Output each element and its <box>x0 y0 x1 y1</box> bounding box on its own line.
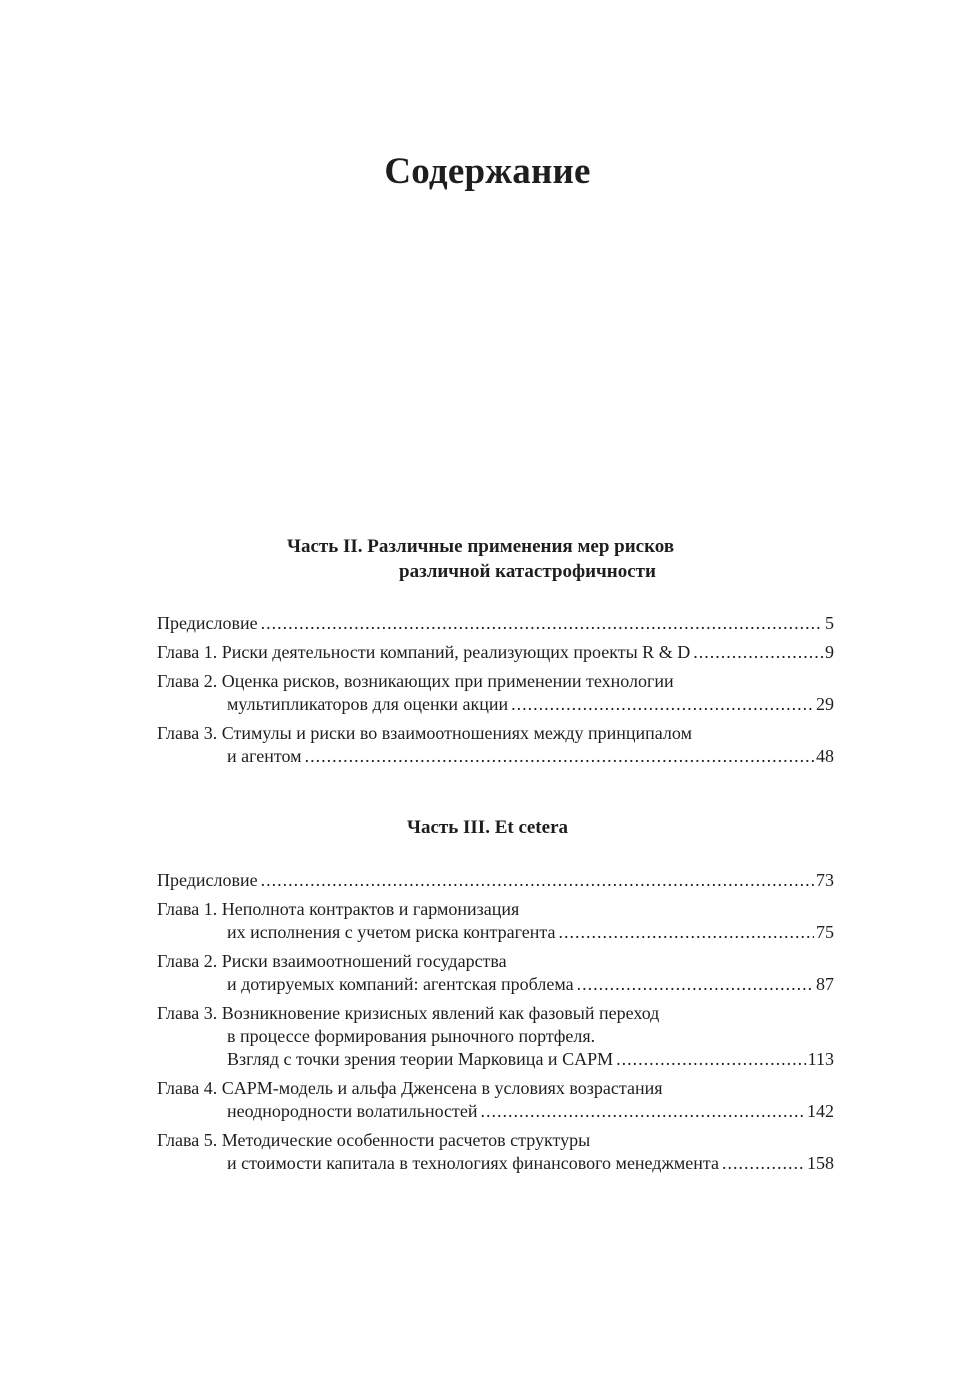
page-title: Содержание <box>384 151 591 192</box>
toc-entry-part3-chapter2[interactable] <box>157 950 834 996</box>
part3-heading: Часть III. Et cetera <box>407 817 568 838</box>
toc-entry-title: Глава 2. Оценка рисков, возникающих при применении технологии <box>157 671 674 691</box>
toc-page-number: 113 <box>807 1049 834 1069</box>
toc-entry-part3-chapter3[interactable] <box>157 1002 834 1071</box>
toc-entry-title: Глава 3. Стимулы и риски во взаимоотношениях между принципалом <box>157 723 692 743</box>
part2-heading: Часть II. Различные применения мер рисков <box>287 536 675 557</box>
dot-leader <box>261 612 823 635</box>
toc-page-number: 87 <box>816 974 834 994</box>
toc-page-number: 158 <box>807 1153 834 1173</box>
toc-page-number: 142 <box>807 1101 834 1121</box>
toc-entry-title: Глава 4. CAPM-модель и альфа Дженсена в условиях возрастания <box>157 1078 663 1098</box>
toc-entry-title-continued: и агентом <box>227 746 302 766</box>
toc-entry-part2-chapter1[interactable] <box>157 641 834 664</box>
toc-page-number: 73 <box>816 870 834 890</box>
part2-toc <box>157 612 834 774</box>
toc-entry-part2-chapter2[interactable] <box>157 670 834 716</box>
toc-entry-title: Глава 3. Возникновение кризисных явлений как фазовый переход <box>157 1003 660 1023</box>
dot-leader <box>558 921 814 944</box>
toc-page-number: 5 <box>825 613 834 633</box>
toc-entry-part3-chapter4[interactable] <box>157 1077 834 1123</box>
toc-entry-part3-preface[interactable] <box>157 869 834 892</box>
dot-leader <box>511 693 814 716</box>
dot-leader <box>616 1048 806 1071</box>
toc-entry-title-continued: мультипликаторов для оценки акции <box>227 694 509 714</box>
toc-entry-title: Глава 5. Методические особенности расчетов структуры <box>157 1130 591 1150</box>
dot-leader <box>305 745 814 768</box>
toc-entry-title-continued: и дотируемых компаний: агентская проблема <box>227 974 574 994</box>
toc-entry-part3-chapter5[interactable] <box>157 1129 834 1175</box>
dot-leader <box>722 1152 805 1175</box>
toc-page-number: 75 <box>816 922 834 942</box>
toc-entry-title: Предисловие <box>157 613 258 633</box>
toc-page-number: 9 <box>825 642 834 662</box>
part3-toc <box>157 869 834 1181</box>
toc-entry-part2-preface[interactable] <box>157 612 834 635</box>
toc-entry-title-continued: Взгляд с точки зрения теории Марковица и CAPM <box>227 1049 614 1069</box>
dot-leader <box>693 641 823 664</box>
toc-entry-title: Глава 2. Риски взаимоотношений государства <box>157 951 507 971</box>
toc-entry-part2-chapter3[interactable] <box>157 722 834 768</box>
toc-entry-title: Глава 1. Риски деятельности компаний, реализующих проекты R & D <box>157 642 691 662</box>
toc-entry-title-continued: их исполнения с учетом риска контрагента <box>227 922 556 942</box>
toc-entry-title: Предисловие <box>157 870 258 890</box>
dot-leader <box>481 1100 806 1123</box>
dot-leader <box>577 973 814 996</box>
toc-entry-title-continued: в процессе формирования рыночного портфеля. <box>227 1026 596 1046</box>
toc-entry-title-continued: и стоимости капитала в технологиях финансового менеджмента <box>227 1153 719 1173</box>
part2-heading-continued: различной катастрофичности <box>399 561 656 582</box>
toc-entry-title: Глава 1. Неполнота контрактов и гармонизация <box>157 899 520 919</box>
toc-page-number: 29 <box>816 694 834 714</box>
toc-entry-part3-chapter1[interactable] <box>157 898 834 944</box>
toc-page-number: 48 <box>816 746 834 766</box>
dot-leader <box>261 869 814 892</box>
toc-entry-title-continued: неоднородности волатильностей <box>227 1101 478 1121</box>
